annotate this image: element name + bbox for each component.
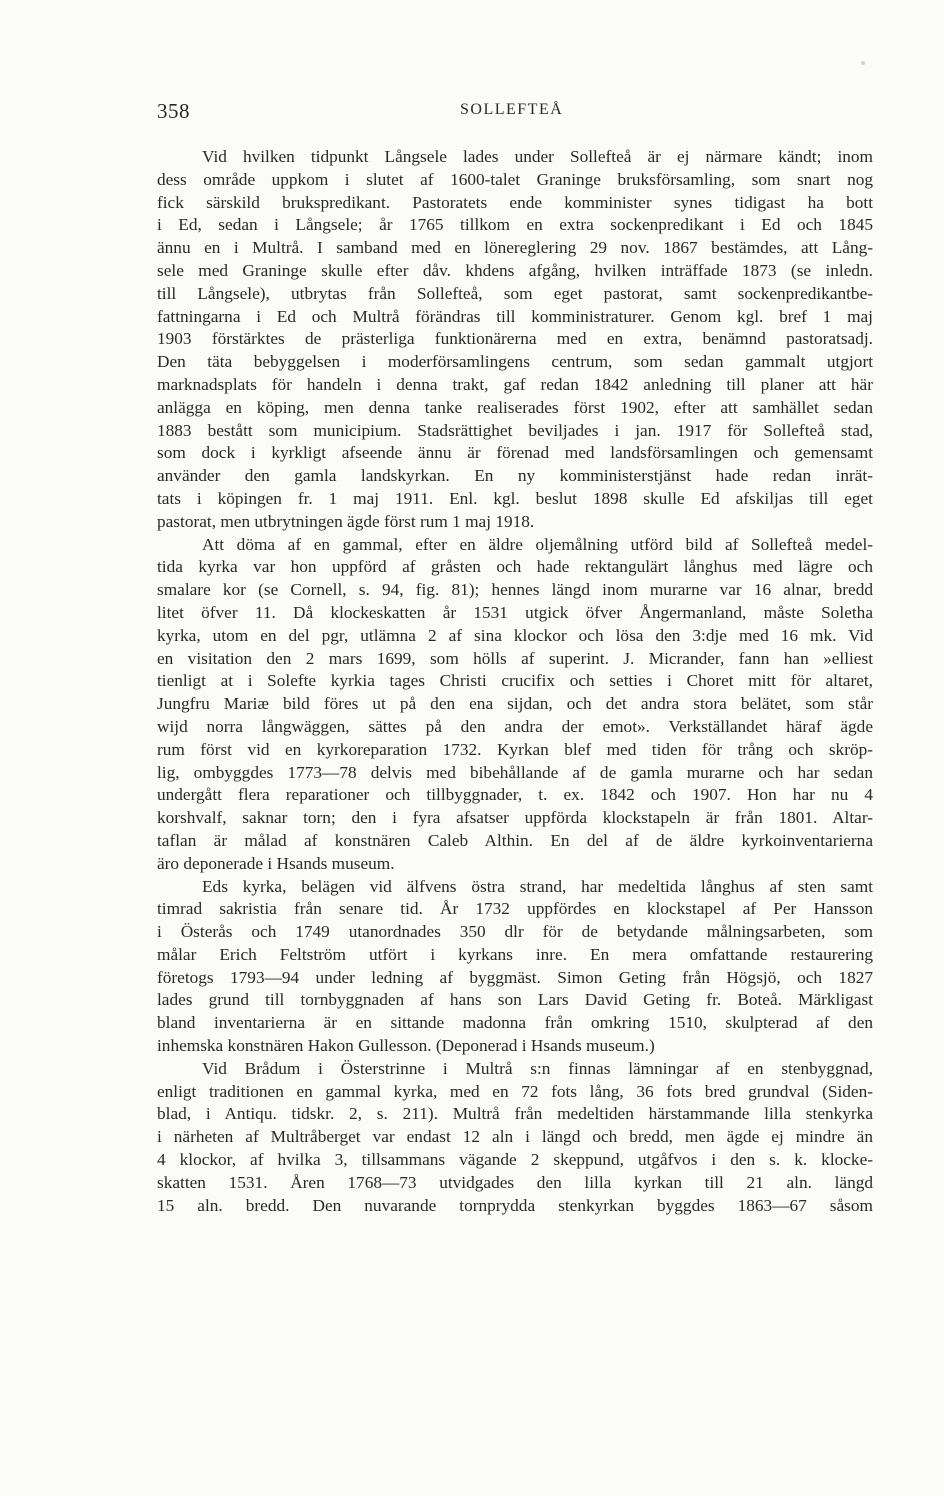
text-line: Den täta bebyggelsen i moderförsamlingens centrum, som sedan gammalt utgjort [157,352,873,372]
text-line: tienligt at i Solefte kyrkia tages Christi crucifix och setties i Choret mitt för altaret, [157,671,873,691]
text-line: timrad sakristia från senare tid. År 1732 uppfördes en klockstapel af Per Hansson [157,899,873,919]
text-line: blad, i Antiqu. tidskr. 2, s. 211). Multrå från medeltiden härstammande lilla stenkyrka [157,1104,873,1124]
text-line: till Långsele), utbrytas från Sollefteå, som eget pastorat, samt sockenpredikantbe- [157,283,873,303]
text-line: litet öfver 11. Då klockeskatten år 1531 utgick öfver Ångermanland, måste Soletha [157,602,873,622]
text-line: använder den gamla landskyrkan. En ny komministerstjänst hade redan inrät- [157,466,873,486]
text-line: taflan är målad af konstnären Caleb Althin. En del af de äldre kyrkoinventarierna [157,830,873,850]
text-line: anlägga en köping, men denna tanke realiserades först 1902, efter att samhället sedan [157,397,873,417]
text-line: tats i köpingen fr. 1 maj 1911. Enl. kgl. beslut 1898 skulle Ed afskiljas till eget [157,488,873,508]
text-line: 1883 bestått som municipium. Stadsrättighet beviljades i jan. 1917 för Sollefteå stad, [157,420,873,440]
text-line: sele med Graninge skulle efter dåv. khdens afgång, hvilken inträffade 1873 (se inledn. [157,260,873,280]
text-line: 4 klockor, af hvilka 3, tillsammans vägande 2 skeppund, utgåfvos i den s. k. klocke- [157,1150,873,1170]
text-line: tida kyrka var hon uppförd af gråsten och hade rektangulärt långhus med lägre och [157,557,873,577]
text-line: fick särskild brukspredikant. Pastoratets ende komminister synes tidigast ha bott [157,192,873,212]
text-line: som dock i kyrkligt afseende ännu är förenad med landsförsamlingen och gemensamt [157,443,873,463]
text-line: Att döma af en gammal, efter en äldre oljemålning utförd bild af Sollefteå medel- [202,534,873,554]
text-line: Vid hvilken tidpunkt Långsele lades under Sollefteå är ej närmare kändt; inom [202,147,873,166]
text-line: inhemska konstnären Hakon Gullesson. (Deponerad i Hsands museum.) [157,1036,655,1056]
text-line: rum först vid en kyrkoreparation 1732. Kyrkan blef med tiden för trång och skröp- [157,739,873,759]
text-line: kyrka, utom en del pgr, utlämna 2 af sina klockor och lösa den 3:dje med 16 mk. Vid [157,625,873,645]
text-line: lades grund till tornbyggnaden af hans son Lars David Geting fr. Boteå. Märkligast [157,990,873,1010]
text-line: företogs 1793—94 under ledning af byggmäst. Simon Geting från Högsjö, och 1827 [157,967,873,987]
text-line: enligt traditionen en gammal kyrka, med en 72 fots lång, 36 fots bred grundval (Siden- [157,1081,873,1101]
text-line: en visitation den 2 mars 1699, som hölls af superint. J. Micrander, fann han »elliest [157,648,873,668]
text-line: fattningarna i Ed och Multrå förändras till komministraturer. Genom kgl. bref 1 maj [157,306,873,326]
page-number: 358 [157,99,190,123]
running-head: SOLLEFTEÅ [460,101,564,118]
text-line: wijd norra långwäggen, sättes på den andra der emot». Verkställandet häraf ägde [157,716,873,736]
body-text [157,146,873,1217]
text-line: undergått flera reparationer och tillbyggnader, t. ex. 1842 och 1907. Hon har nu 4 [157,785,873,805]
text-line: i Ed, sedan i Långsele; år 1765 tillkom en extra sockenpredikant i Ed och 1845 [157,215,873,235]
text-line: i närheten af Multråberget var endast 12 aln i längd och bredd, men ägde ej mindre än [157,1127,873,1147]
text-line: Jungfru Mariæ bild föres ut på den ena sijdan, och det andra stora belätet, som står [157,694,873,714]
text-line: marknadsplats för handeln i denna trakt, gaf redan 1842 anledning till planer att här [157,374,873,394]
text-line: i Österås och 1749 utanordnades 350 dlr för de betydande målningsarbeten, som [157,922,873,942]
text-line: pastorat, men utbrytningen ägde först rum 1 maj 1918. [157,511,535,531]
text-line: Vid Brådum i Österstrinne i Multrå s:n finnas lämningar af en stenbyggnad, [202,1058,873,1078]
text-line: 1903 förstärktes de prästerliga funktionärerna med en extra, benämnd pastoratsadj. [157,329,873,349]
text-line: dess område uppkom i slutet af 1600-talet Graninge bruksförsamling, som snart nog [157,169,873,189]
paper-speck [861,61,865,65]
text-line: Eds kyrka, belägen vid älfvens östra strand, har medeltida långhus af sten samt [202,876,873,896]
text-line: 15 aln. bredd. Den nuvarande tornprydda stenkyrkan byggdes 1863—67 såsom [157,1195,873,1215]
text-line: korshvalf, saknar torn; den i fyra afsatser uppförda klockstapeln är från 1801. Altar- [157,808,873,828]
text-line: bland inventarierna är en sittande madonna från omkring 1510, skulpterad af den [157,1013,873,1033]
text-line: skatten 1531. Åren 1768—73 utvidgades den lilla kyrkan till 21 aln. längd [157,1172,873,1192]
text-line: målar Erich Feltström utfört i kyrkans inre. En mera omfattande restaurering [157,944,873,964]
text-line: smalare kor (se Cornell, s. 94, fig. 81); hennes längd inom murarne var 16 alnar, bredd [157,580,873,600]
text-line: äro deponerade i Hsands museum. [157,853,395,873]
text-line: ännu en i Multrå. I samband med en lönereglering 29 nov. 1867 bestämdes, att Lång- [157,238,873,258]
text-line: lig, ombyggdes 1773—78 delvis med bibehållande af de gamla murarne och har sedan [157,762,873,782]
